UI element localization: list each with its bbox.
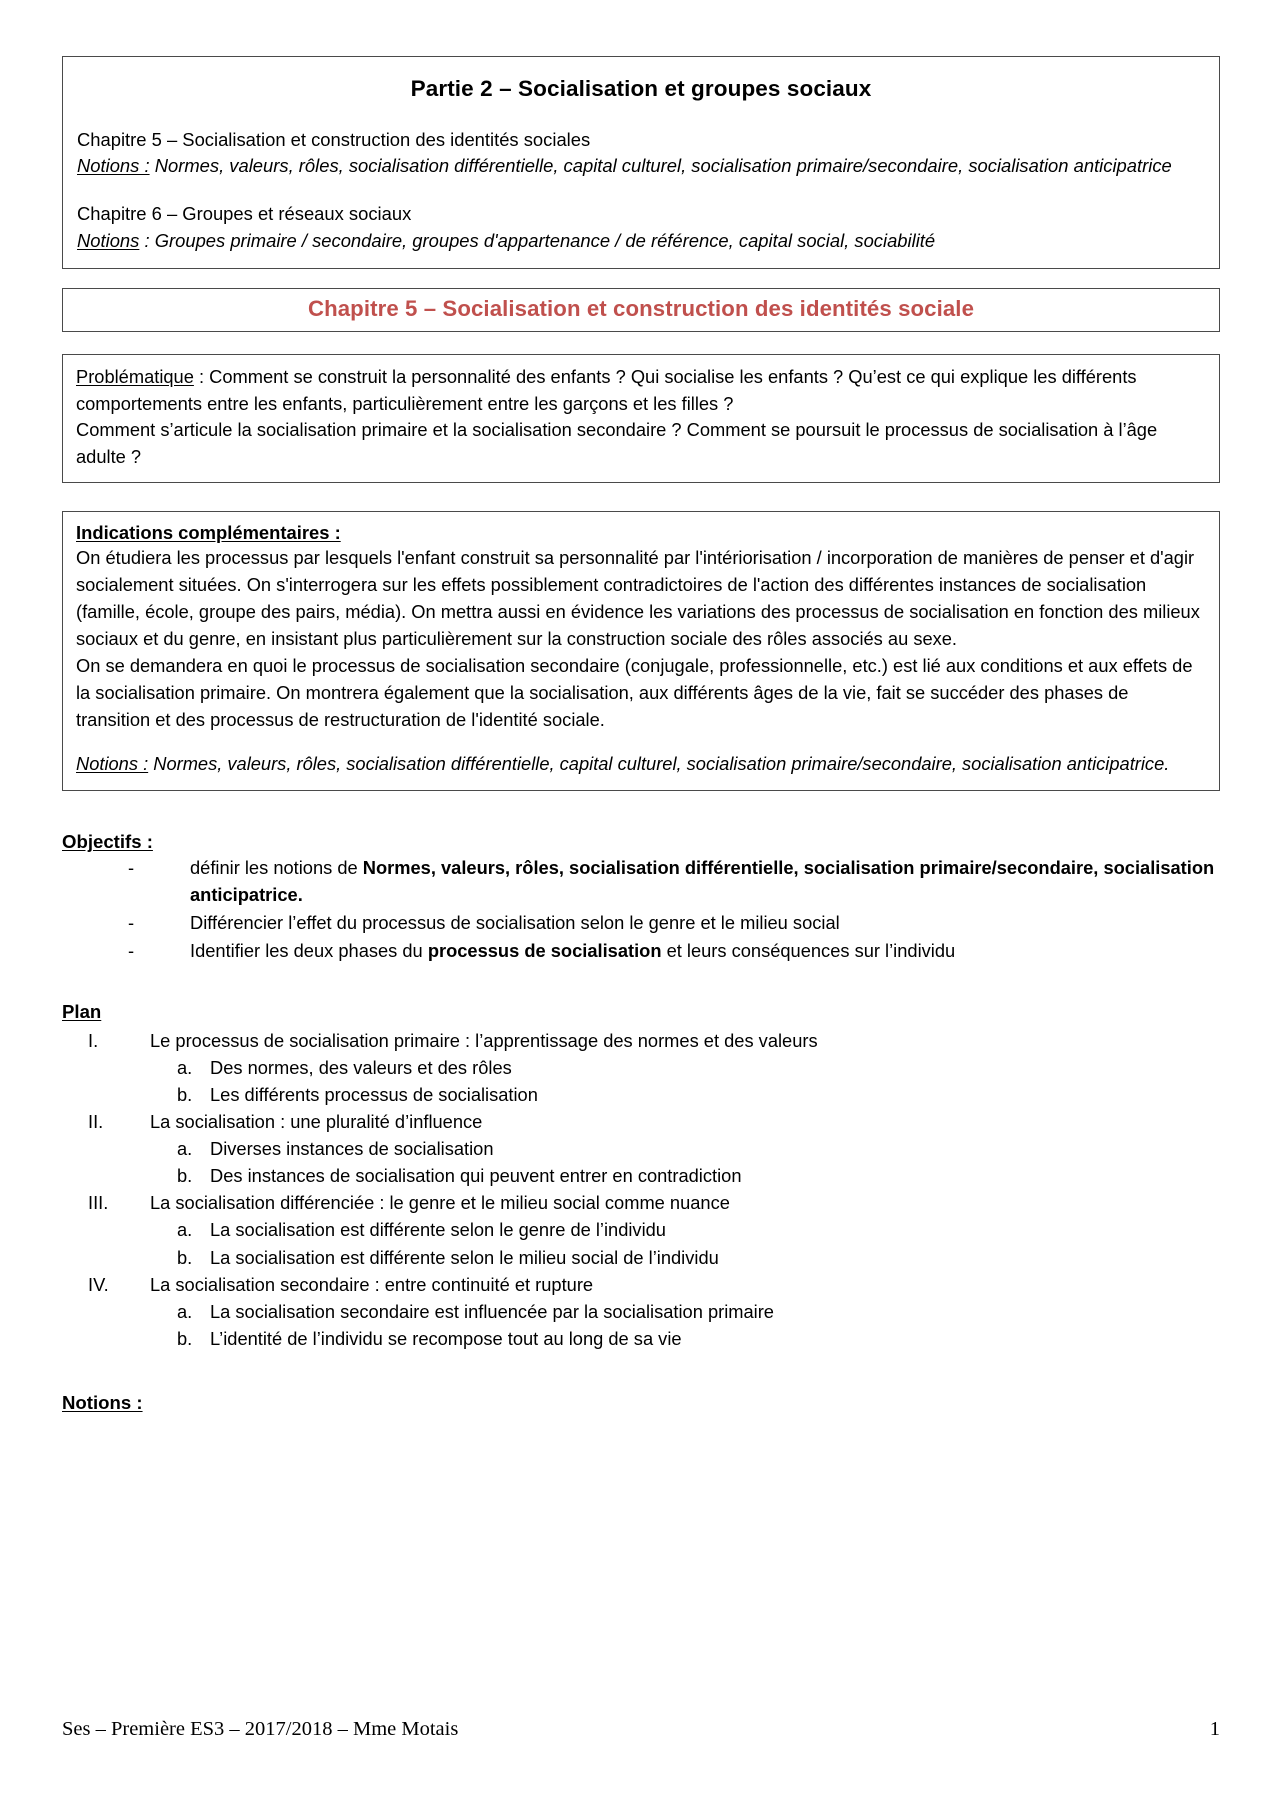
plan-subitem-letter: b. <box>177 1246 193 1268</box>
plan-subitem-text: Des normes, des valeurs et des rôles <box>210 1056 512 1078</box>
problematique-paragraph-2: Comment s’articule la socialisation primaire et la socialisation secondaire ? Comment se poursuit le processus de socialisation à l’âge adulte ? <box>76 419 1158 468</box>
plan-subitem-letter: a. <box>177 1219 193 1241</box>
indications-notions <box>76 751 1206 778</box>
problematique-line-1: : Comment se construit la personnalité des enfants ? Qui socialise les enfants ? Qu’est ce qui explique les différents comportements entre les enfants, particulièrement entre les garçons et les filles ? <box>76 365 1137 414</box>
plan-section <box>62 1001 1220 1352</box>
indications-spacer <box>76 733 1206 751</box>
plan-subitem-letter: a. <box>177 1056 193 1078</box>
objectif-text-trailing: et leurs conséquences sur l’individu <box>661 939 956 961</box>
objectif-dash-marker: - <box>128 857 135 879</box>
page-title: Partie 2 – Socialisation et groupes sociaux <box>410 76 872 101</box>
plan-subitem <box>62 1162 1220 1189</box>
plan-subitem <box>62 1325 1220 1352</box>
notions-text-ch5: Normes, valeurs, rôles, socialisation différentielle, capital culturel, socialisation primaire/secondaire, socialisation anticipatrice <box>149 155 1172 177</box>
plan-subitem-letter: b. <box>177 1084 193 1106</box>
objectifs-heading: Objectifs : <box>62 831 153 853</box>
plan-item-title: La socialisation différenciée : le genre et le milieu social comme nuance <box>150 1192 730 1214</box>
plan-subitem-text: La socialisation secondaire est influencée par la socialisation primaire <box>210 1300 774 1322</box>
objectif-dash-marker: - <box>128 939 135 961</box>
problematique-paragraph-1 <box>76 364 1206 418</box>
indications-notions-text: Normes, valeurs, rôles, socialisation différentielle, capital culturel, socialisation primaire/secondaire, socialisation anticipatrice. <box>148 753 1170 775</box>
plan-subitem-text: La socialisation est différente selon le genre de l’individu <box>210 1219 666 1241</box>
chapitre-6-notions <box>77 228 1205 254</box>
objectif-text: Différencier l’effet du processus de socialisation selon le genre et le milieu social <box>190 912 840 934</box>
notions-text-ch6: : Groupes primaire / secondaire, groupes d'appartenance / de référence, capital social, sociabilité <box>139 229 936 251</box>
objectif-text: définir les notions de <box>190 857 363 879</box>
notions-section-heading: Notions : <box>62 1391 143 1413</box>
plan-subitem-letter: a. <box>177 1138 193 1160</box>
objectif-dash-marker: - <box>128 912 135 934</box>
plan-subitem-letter: a. <box>177 1300 193 1322</box>
plan-subitem-text: L’identité de l’individu se recompose tout au long de sa vie <box>210 1327 682 1349</box>
chapter-title: Chapitre 5 – Socialisation et construction des identités sociale <box>307 295 975 321</box>
plan-subitem <box>62 1054 1220 1081</box>
plan-item-numeral: IV. <box>88 1273 109 1295</box>
indications-notions-label: Notions : <box>76 753 149 775</box>
page-footer <box>62 1718 1220 1741</box>
plan-item-title: Le processus de socialisation primaire : l’apprentissage des normes et des valeurs <box>150 1029 818 1051</box>
header-box <box>62 56 1220 269</box>
footer-left-text: Ses – Première ES3 – 2017/2018 – Mme Motais <box>62 1718 459 1740</box>
chapitre-5-line: Chapitre 5 – Socialisation et construction des identités sociales <box>77 129 591 151</box>
plan-item <box>62 1027 1220 1054</box>
plan-item-numeral: II. <box>88 1111 104 1133</box>
plan-heading: Plan <box>62 1000 102 1022</box>
problematique-box <box>62 354 1220 484</box>
plan-subitem-text: La socialisation est différente selon le milieu social de l’individu <box>210 1246 719 1268</box>
plan-subitem-letter: b. <box>177 1327 193 1349</box>
plan-item-numeral: III. <box>88 1192 109 1214</box>
footer-page-number: 1 <box>1209 1718 1220 1740</box>
plan-subitem <box>62 1135 1220 1162</box>
plan-item-title: La socialisation secondaire : entre continuité et rupture <box>150 1273 594 1295</box>
objectif-item <box>128 855 1220 909</box>
plan-item-title: La socialisation : une pluralité d’influence <box>150 1111 483 1133</box>
objectif-text: Identifier les deux phases du <box>190 939 428 961</box>
plan-subitem <box>62 1298 1220 1325</box>
plan-subitem <box>62 1216 1220 1243</box>
objectif-text-emphasis: processus de socialisation <box>427 939 662 961</box>
plan-subitem-letter: b. <box>177 1165 193 1187</box>
objectif-text-emphasis: Normes, valeurs, rôles, socialisation différentielle, socialisation primaire/secondaire, socialisation anticipatrice. <box>190 857 1215 906</box>
chapter-banner-box <box>62 288 1220 332</box>
indications-box <box>62 511 1220 791</box>
plan-subitem <box>62 1244 1220 1271</box>
objectifs-list <box>62 855 1220 965</box>
notions-label-ch6: Notions <box>77 229 140 251</box>
objectif-item <box>128 910 1220 937</box>
plan-list <box>62 1027 1220 1352</box>
plan-item <box>62 1108 1220 1135</box>
indications-paragraph-1: On étudiera les processus par lesquels l'enfant construit sa personnalité par l'intériorisation / incorporation de manières de penser et d'agir socialement situées. On s'interrogera sur les effets possiblement contradictoires de l'action des différentes instances de socialisation (famille, école, groupe des pairs, média). On mettra aussi en évidence les variations des processus de socialisation en fonction des milieux sociaux et du genre, en insistant plus particulièrement sur la construction sociale des rôles associés au sexe. <box>76 547 1200 649</box>
plan-item-numeral: I. <box>88 1029 99 1051</box>
objectif-item <box>128 938 1220 965</box>
chapitre-6-line: Chapitre 6 – Groupes et réseaux sociaux <box>77 203 412 225</box>
problematique-label: Problématique <box>76 365 194 387</box>
plan-subitem-text: Diverses instances de socialisation <box>210 1138 494 1160</box>
plan-item <box>62 1271 1220 1298</box>
indications-title: Indications complémentaires : <box>76 522 341 544</box>
plan-subitem-text: Les différents processus de socialisation <box>210 1084 538 1106</box>
notions-label-ch5: Notions : <box>77 155 150 177</box>
plan-item <box>62 1189 1220 1216</box>
chapitre-5-notions <box>77 153 1205 179</box>
plan-subitem <box>62 1081 1220 1108</box>
objectifs-section <box>62 831 1220 965</box>
header-spacer <box>77 179 1205 201</box>
plan-subitem-text: Des instances de socialisation qui peuvent entrer en contradiction <box>210 1165 742 1187</box>
indications-paragraph-2: On se demandera en quoi le processus de socialisation secondaire (conjugale, professionnelle, etc.) est lié aux conditions et aux effets de la socialisation primaire. On montrera également que la socialisation, aux différents âges de la vie, fait se succéder des phases de transition et des processus de restructuration de l'identité sociale. <box>76 654 1193 730</box>
